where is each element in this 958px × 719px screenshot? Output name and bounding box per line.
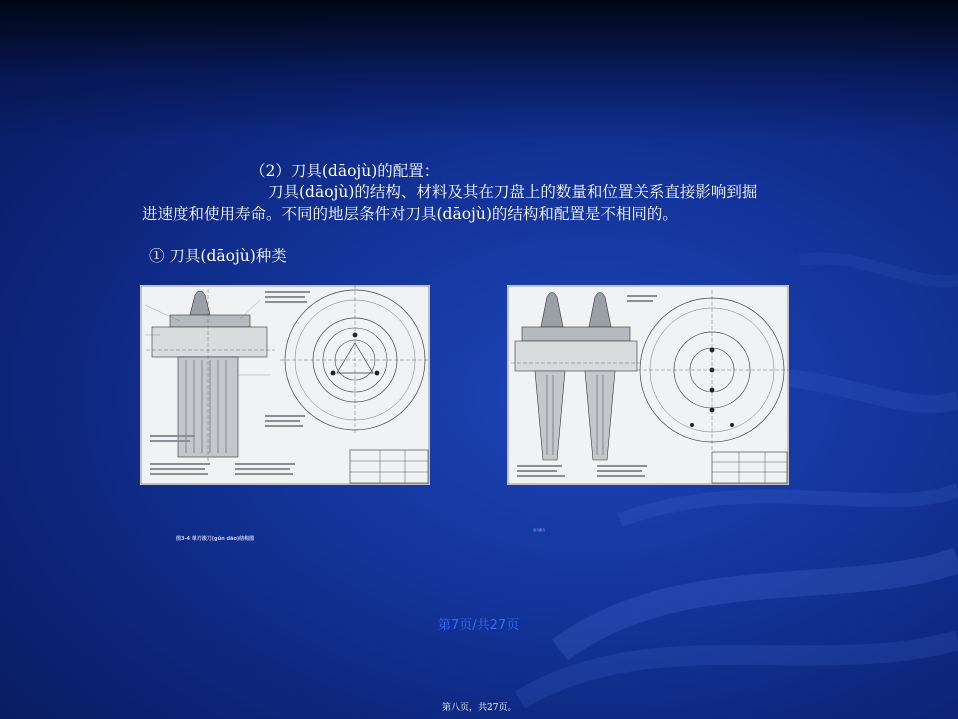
sub-heading: ① 刀具(dāojù)种类 (149, 247, 287, 265)
figure-caption-single-cutter: 图3-4 单刃滚刀(gǔn dāo)结构图 (176, 536, 255, 542)
single-disc-cutter-drawing (140, 285, 430, 485)
double-disc-cutter-drawing (507, 285, 789, 485)
page-indicator: 第7页/共27页 (438, 618, 520, 633)
paragraph-line-1: 刀具(dāojù)的结构、材料及其在刀盘上的数量和位置关系直接影响到掘 (268, 183, 758, 201)
figure-caption-double-cutter: 双刃滚刀 (533, 528, 546, 532)
paragraph-line-2: 进速度和使用寿命。不同的地层条件对刀具(dāojù)的结构和配置是不相同的。 (142, 205, 678, 223)
body-paragraph (142, 181, 792, 225)
section-heading: （2）刀具(dāojù)的配置： (250, 162, 440, 180)
page-footer: 第八页，共27页。 (442, 703, 517, 713)
